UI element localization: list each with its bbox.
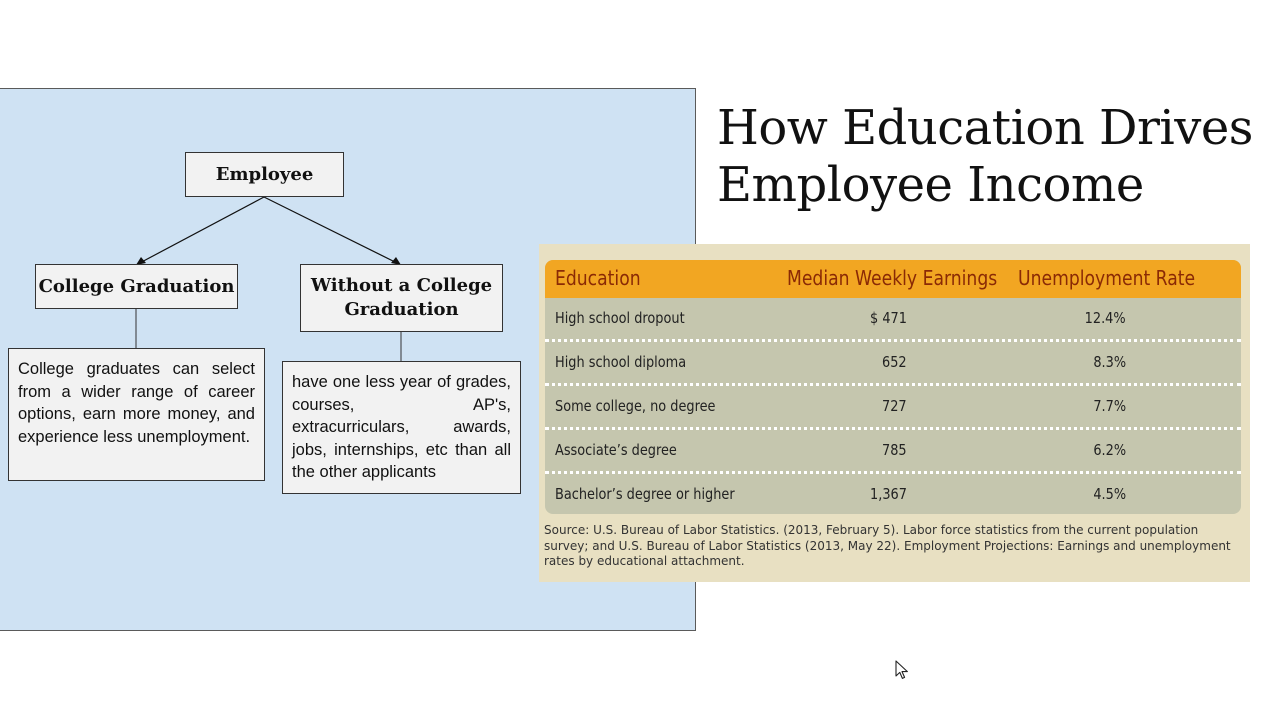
earnings-table-image [539,244,1250,582]
without-college-graduation-node [300,264,503,332]
cell-unemployment: 6.2% [1093,441,1126,459]
table-row [545,427,1241,471]
table-row [545,298,1241,339]
header-median-weekly-earnings: Median Weekly Earnings [787,266,998,290]
employee-node [185,152,344,197]
slide-title [717,100,1253,214]
table-row [545,339,1241,383]
cell-earnings: 652 [882,353,907,371]
college-graduation-node [35,264,238,309]
table-header-row [545,260,1241,298]
table-source-note: Source: U.S. Bureau of Labor Statistics. (2013, February 5). Labor force statistics from the current population survey; and U.S. Bureau of Labor Statistics (2013, May 22). Employment Projections: Earnings and unemployment rates by educational attachment. [544,523,1231,568]
without-college-graduation-label: Without a College Graduation [310,275,493,320]
table-row [545,471,1241,514]
cell-education: Associate’s degree [555,441,677,459]
cell-earnings: 785 [882,441,907,459]
college-graduation-description: College graduates can select from a wider range of career options, earn more money, and experience less unemployment. [8,348,265,481]
cell-education: Bachelor’s degree or higher [555,485,735,503]
cell-education: Some college, no degree [555,397,716,415]
header-unemployment-rate: Unemployment Rate [1018,266,1196,290]
cell-education: High school dropout [555,309,685,327]
cell-unemployment: 8.3% [1093,353,1126,371]
without-college-description: have one less year of grades, courses, AP's, extracurriculars, awards, jobs, internships, etc than all the other applicants [282,361,521,494]
cell-unemployment: 4.5% [1093,485,1126,503]
slide-title-line-1: How Education Drives [717,100,1253,156]
slide-title-line-2: Employee Income [717,157,1144,213]
table-row [545,383,1241,427]
cell-unemployment: 7.7% [1093,397,1126,415]
college-graduation-label: College Graduation [38,275,235,297]
cell-unemployment: 12.4% [1085,309,1126,327]
connector-root-right [264,197,401,265]
mouse-pointer-icon [895,660,909,680]
cell-earnings: 727 [882,397,907,415]
connector-root-left [136,197,264,265]
header-education: Education [555,266,641,290]
cell-earnings: $ 471 [870,309,907,327]
earnings-table [545,260,1241,514]
cell-earnings: 1,367 [870,485,907,503]
employee-node-label: Employee [215,163,314,185]
cell-education: High school diploma [555,353,687,371]
